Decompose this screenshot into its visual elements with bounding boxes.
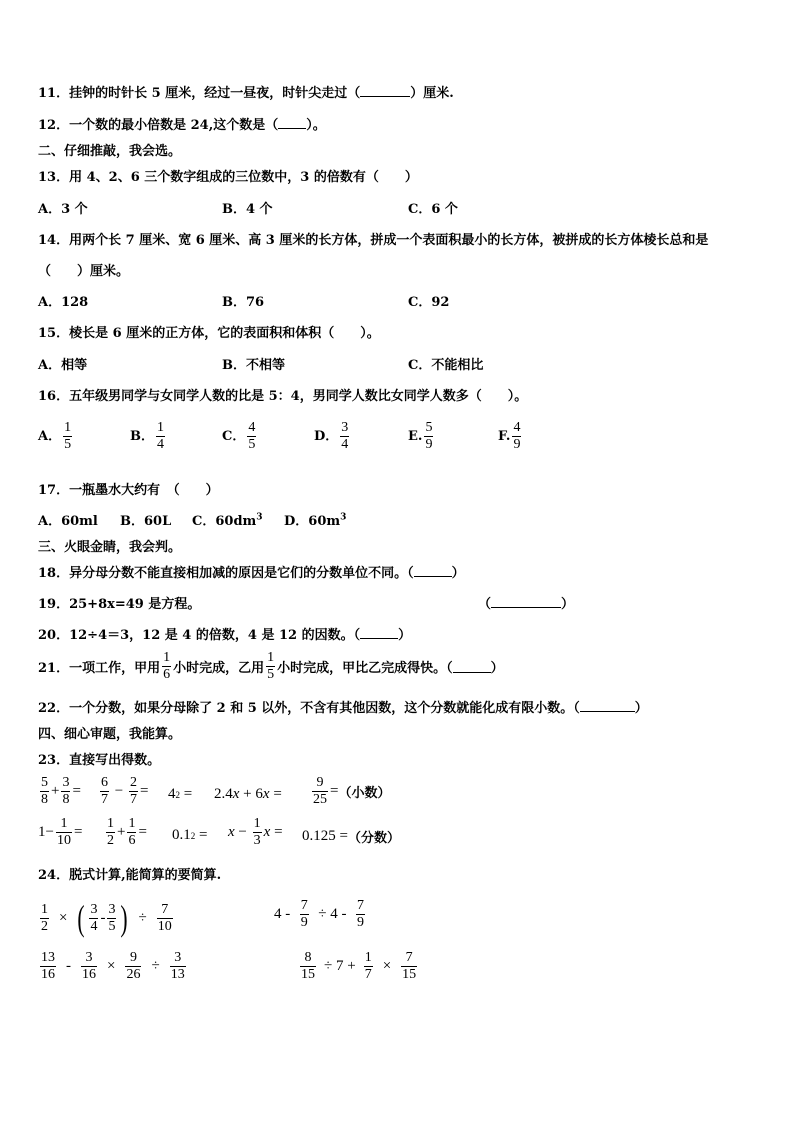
option-a[interactable]: A．3 个 xyxy=(38,202,88,217)
expr-5-8-plus-3-8: $\frac{5}{8}$ + $\frac{3}{8}$ = xyxy=(41,775,81,807)
question-20: 20．12÷4＝3，12 是 4 的倍数，4 是 12 的因数。（ ） xyxy=(38,628,412,643)
option-b[interactable]: B．不相等 xyxy=(222,358,285,373)
question-14: 14．用两个长 7 厘米、宽 6 厘米、高 3 厘米的长方体，拼成一个表面积最小的长方体，被拼成的长方体棱长总和是 xyxy=(38,233,709,248)
expr-1-2-plus-1-6: $\frac{1}{2}$ + $\frac{1}{6}$ = xyxy=(107,816,147,848)
question-11: 11．挂钟的时针长 5 厘米，经过一昼夜，时针尖走过（ ）厘米. xyxy=(38,86,454,101)
option-c[interactable]: C．92 xyxy=(408,295,450,310)
option-f[interactable]: F. $\frac{4}{9}$ xyxy=(498,420,521,452)
answer-blank[interactable] xyxy=(414,565,452,577)
option-e[interactable]: E. $\frac{5}{9}$ xyxy=(408,420,433,452)
calc-expression-2: 4 - $\frac{7}{9}$ ÷ 4 - $\frac{7}{9}$ xyxy=(274,898,364,930)
expr-9-25: $\frac{9}{25}$ = （小数） xyxy=(313,775,391,807)
answer-blank[interactable] xyxy=(453,661,491,673)
answer-blank[interactable] xyxy=(278,117,306,129)
answer-blank[interactable] xyxy=(580,700,635,712)
option-c[interactable]: C．$60dm^3$ xyxy=(192,512,263,529)
question-17: 17．一瓶墨水大约有 （ ） xyxy=(38,483,219,498)
question-13: 13．用 4、2、6 三个数字组成的三位数中，3 的倍数有（ ） xyxy=(38,170,418,185)
expr-0-125: 0.125 = （分数） xyxy=(302,828,400,846)
expr-4-squared: 4 2 = xyxy=(168,786,193,802)
option-d[interactable]: D．$60m^3$ xyxy=(284,512,347,529)
expr-2-4x-plus-6x: 2.4 x + 6 x = xyxy=(214,786,282,802)
expr-0-1-squared: 0.1 2 = xyxy=(172,827,208,843)
question-22: 22．一个分数，如果分母除了 2 和 5 以外，不含有其他因数，这个分数就能化成有限小数。（ ） xyxy=(38,701,648,716)
answer-blank[interactable] xyxy=(491,596,561,608)
section-4-heading: 四、细心审题，我能算。 xyxy=(38,727,182,742)
option-b[interactable]: B．60L xyxy=(120,514,172,529)
option-b[interactable]: B． $\frac{1}{4}$ xyxy=(130,420,164,452)
option-a[interactable]: A．相等 xyxy=(38,358,88,373)
question-16: 16．五年级男同学与女同学人数的比是 5：4，男同学人数比女同学人数多（ ）。 xyxy=(38,389,528,404)
expr-1-minus-1-10: 1− $\frac{1}{10}$ = xyxy=(38,816,83,848)
question-15: 15．棱长是 6 厘米的正方体，它的表面积和体积（ ）。 xyxy=(38,326,380,341)
option-c[interactable]: C． $\frac{4}{5}$ xyxy=(222,420,256,452)
calc-expression-1: $\frac{1}{2}$ × ( $\frac{3}{4}$ - $\frac{3}{5}$ ) ÷ $\frac{7}{10}$ xyxy=(41,898,172,938)
question-19: 19．25+8x=49 是方程。 xyxy=(38,597,201,612)
question-12: 12．一个数的最小倍数是 24,这个数是（ ）。 xyxy=(38,118,326,133)
section-3-heading: 三、火眼金睛，我会判。 xyxy=(38,540,182,555)
answer-blank[interactable] xyxy=(360,85,410,97)
option-d[interactable]: D． $\frac{3}{4}$ xyxy=(314,420,349,452)
calc-expression-4: $\frac{8}{15}$ ÷ 7 + $\frac{1}{7}$ × $\frac{7}{15}$ xyxy=(301,950,417,982)
option-a[interactable]: A．128 xyxy=(38,295,89,310)
option-b[interactable]: B．4 个 xyxy=(222,202,273,217)
option-c[interactable]: C．不能相比 xyxy=(408,358,484,373)
calc-expression-3: $\frac{13}{16}$ - $\frac{3}{16}$ × $\frac{9}{26}$ ÷ $\frac{3}{13}$ xyxy=(41,950,185,982)
option-a[interactable]: A． $\frac{1}{5}$ xyxy=(38,420,72,452)
question-21: 21．一项工作，甲用 $\frac{1}{6}$ 小时完成，乙用 $\frac{1}{5}$ 小时完成，甲比乙完成得快。（ ） xyxy=(38,650,504,682)
question-23: 23．直接写出得数。 xyxy=(38,753,161,768)
section-2-heading: 二、仔细推敲，我会选。 xyxy=(38,144,182,159)
expr-6-7-minus-2-7: $\frac{6}{7}$ − $\frac{2}{7}$ = xyxy=(101,775,149,807)
option-b[interactable]: B．76 xyxy=(222,295,265,310)
option-a[interactable]: A．60ml xyxy=(38,514,98,529)
question-24: 24．脱式计算,能简算的要简算. xyxy=(38,868,222,883)
option-c[interactable]: C．6 个 xyxy=(408,202,458,217)
question-19-answer: （ ） xyxy=(478,597,575,612)
question-18: 18．异分母分数不能直接相加减的原因是它们的分数单位不同。（ ） xyxy=(38,566,465,581)
expr-x-minus-1-3x: x − $\frac{1}{3}$ x = xyxy=(228,816,283,848)
answer-blank[interactable] xyxy=(360,627,398,639)
question-14-cont: （ ）厘米。 xyxy=(38,264,130,279)
